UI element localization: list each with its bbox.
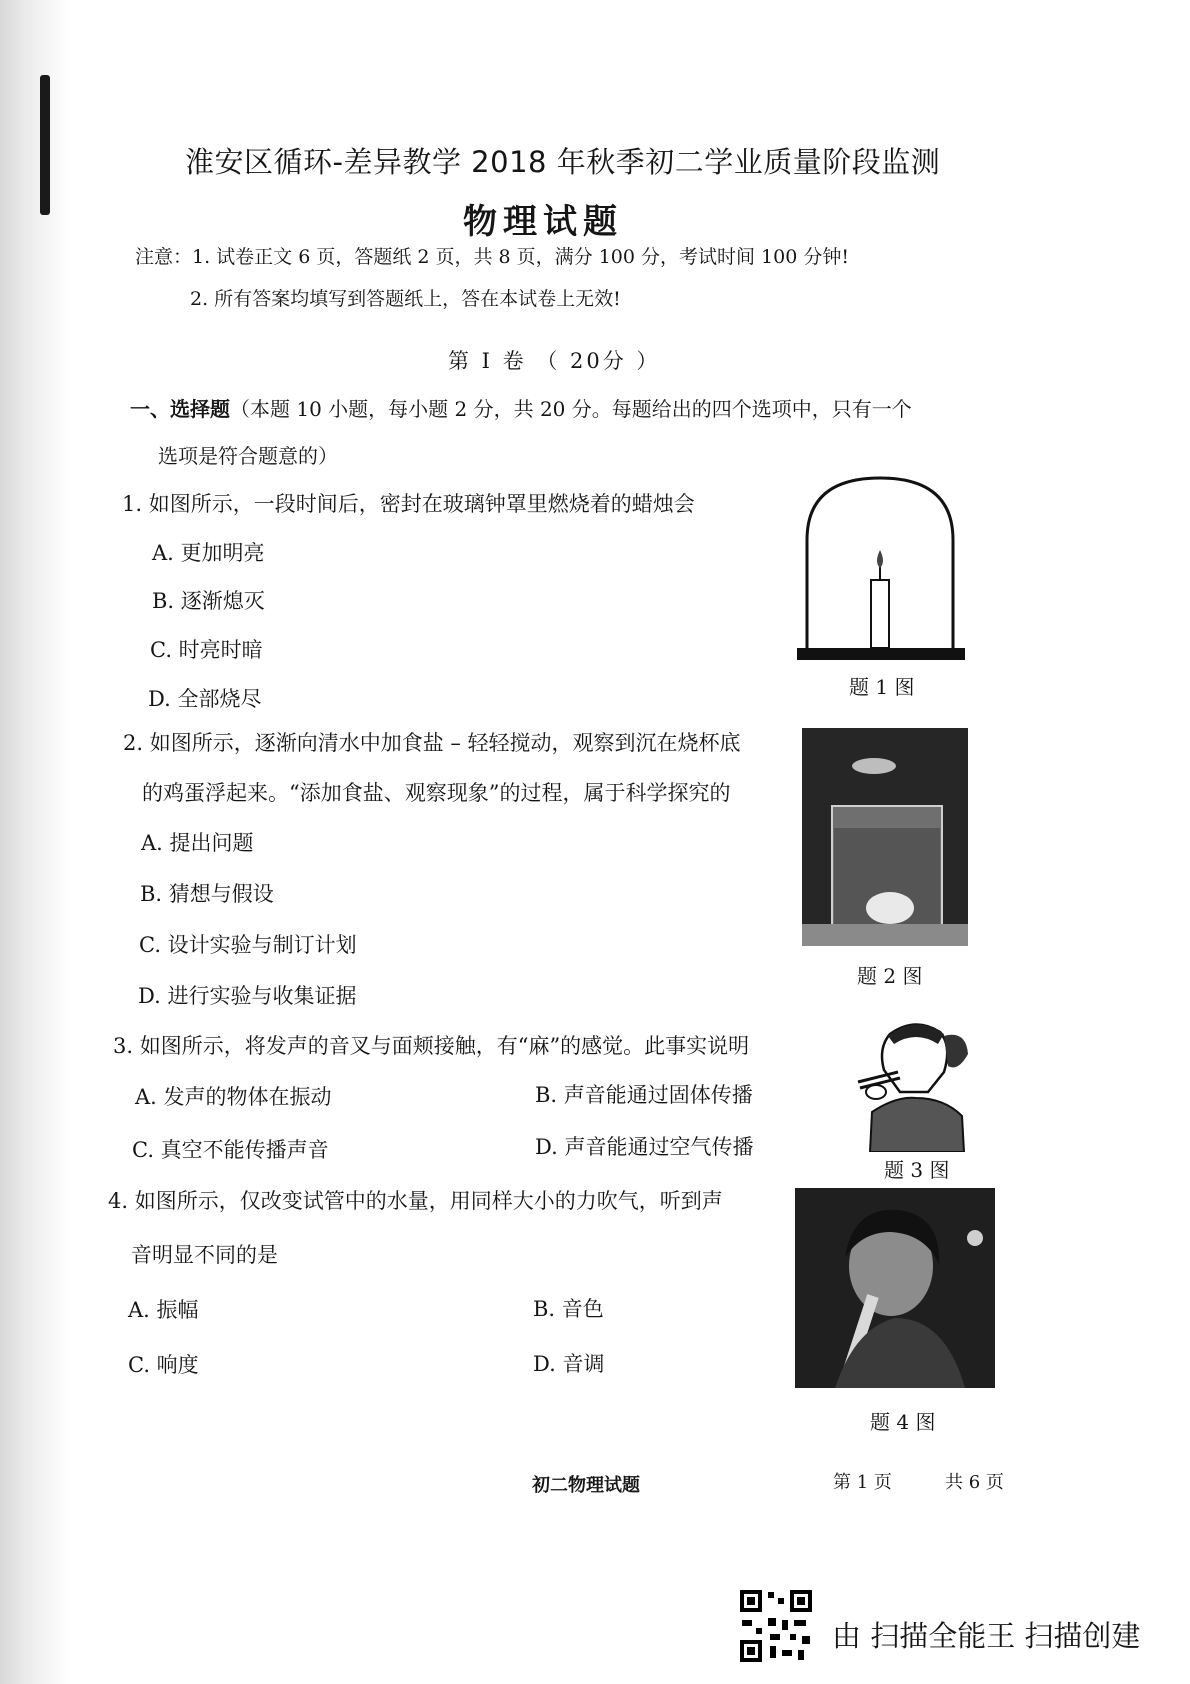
question-3-option-c: C. 真空不能传播声音 — [132, 1138, 329, 1162]
question-3-option-b: B. 声音能通过固体传播 — [535, 1083, 753, 1107]
footer-total-pages: 共 6 页 — [945, 1472, 1004, 1493]
question-4-option-d: D. 音调 — [533, 1352, 605, 1376]
question-2-stem-line-2: 的鸡蛋浮起来。“添加食盐、观察现象”的过程，属于科学探究的 — [142, 781, 731, 805]
beaker-egg-photo — [802, 728, 968, 946]
question-4-stem-line-2: 音明显不同的是 — [131, 1243, 278, 1267]
jar-base — [797, 648, 965, 660]
figure-3-caption: 题 3 图 — [884, 1158, 950, 1182]
question-2-option-b: B. 猜想与假设 — [140, 882, 274, 906]
footer-page-number: 第 1 页 — [833, 1472, 892, 1493]
question-3-option-a: A. 发声的物体在振动 — [135, 1085, 332, 1109]
question-3-stem: 3. 如图所示，将发声的音叉与面颊接触，有“麻”的感觉。此事实说明 — [113, 1034, 750, 1058]
candle-flame — [877, 550, 883, 568]
question-1-stem: 1. 如图所示，一段时间后，密封在玻璃钟罩里燃烧着的蜡烛会 — [122, 492, 695, 516]
section-instructions-cont: 选项是符合题意的） — [158, 444, 338, 468]
egg — [866, 892, 914, 924]
question-2-option-d: D. 进行实验与收集证据 — [138, 984, 357, 1008]
note-line-2: 2. 所有答案均填写到答题纸上，答在本试卷上无效! — [190, 288, 621, 310]
tuning-fork-girl-figure — [840, 1012, 980, 1152]
volume-heading: 第 Ⅰ 卷 （ 20分 ） — [448, 349, 661, 373]
question-4-option-c: C. 响度 — [128, 1353, 199, 1377]
scan-edge-shadow — [0, 0, 70, 1684]
question-2-option-c: C. 设计实验与制订计划 — [139, 933, 357, 957]
question-1-option-d: D. 全部烧尽 — [148, 687, 262, 711]
question-4-stem-line-1: 4. 如图所示，仅改变试管中的水量，用同样大小的力吹气，听到声 — [108, 1189, 723, 1213]
girl-hand — [866, 1085, 886, 1099]
note-line-1: 注意：1. 试卷正文 6 页，答题纸 2 页，共 8 页，满分 100 分，考试时间 100 分钟! — [135, 246, 849, 268]
candle — [871, 580, 889, 648]
hair-clip — [967, 1230, 983, 1246]
table-surface — [802, 924, 968, 946]
section-label: 一、选择题 — [130, 397, 230, 421]
subject-title: 物理试题 — [463, 202, 623, 242]
qr-code-icon — [738, 1588, 814, 1664]
girl-blowing-test-tube-photo — [795, 1188, 995, 1388]
figure-4-caption: 题 4 图 — [870, 1410, 936, 1434]
question-4-option-b: B. 音色 — [533, 1297, 604, 1321]
girl-body — [870, 1098, 964, 1152]
question-1-option-a: A. 更加明亮 — [152, 541, 265, 565]
girl-ponytail — [944, 1035, 968, 1068]
question-2-option-a: A. 提出问题 — [141, 831, 254, 855]
scan-edge-mark — [40, 75, 50, 215]
footer-subject: 初二物理试题 — [532, 1475, 640, 1496]
question-3-option-d: D. 声音能通过空气传播 — [535, 1135, 754, 1159]
bell-jar-candle-figure — [795, 470, 965, 662]
section-heading — [130, 393, 912, 422]
question-1-option-c: C. 时亮时暗 — [150, 638, 263, 662]
figure-1-caption: 题 1 图 — [849, 675, 915, 699]
scanner-watermark: 由 扫描全能王 扫描创建 — [832, 1619, 1141, 1653]
salt-spoon — [852, 758, 896, 774]
question-4-option-a: A. 振幅 — [128, 1298, 199, 1322]
exam-title: 淮安区循环-差异教学 2018 年秋季初二学业质量阶段监测 — [185, 145, 941, 179]
question-2-stem-line-1: 2. 如图所示，逐渐向清水中加食盐 – 轻轻搅动，观察到沉在烧杯底 — [123, 731, 741, 755]
question-1-option-b: B. 逐渐熄灭 — [152, 589, 265, 613]
figure-2-caption: 题 2 图 — [857, 964, 923, 988]
section-instructions: （本题 10 小题，每小题 2 分，共 20 分。每题给出的四个选项中，只有一个 — [230, 397, 912, 421]
